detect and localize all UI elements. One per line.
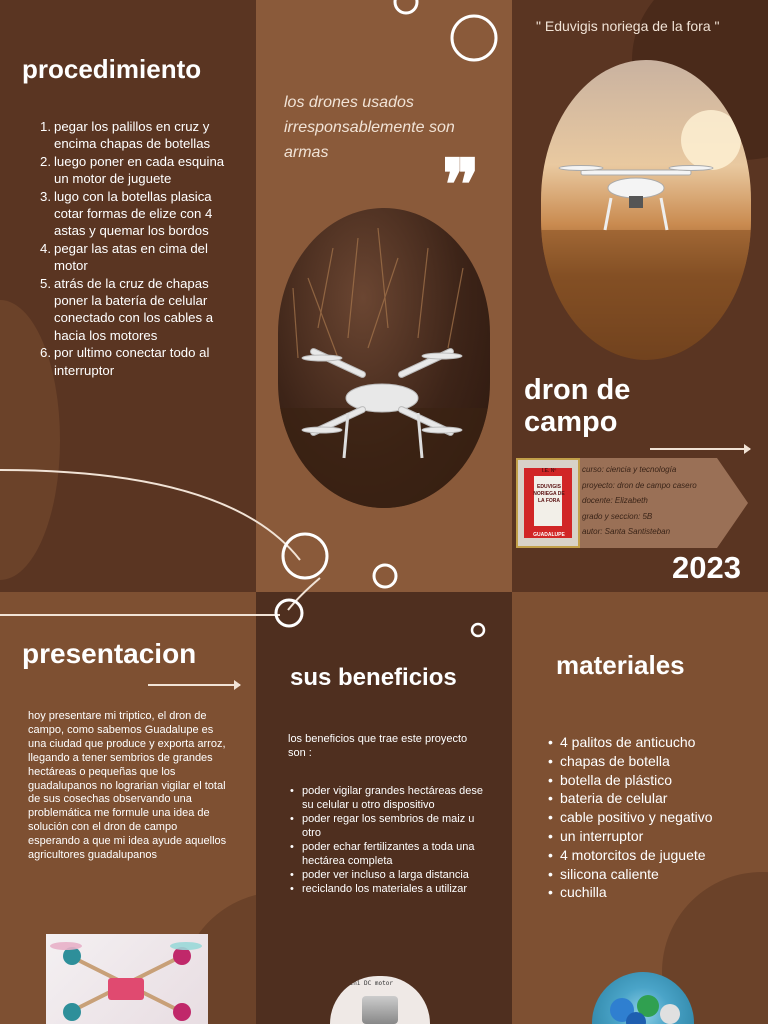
cover-title: dron de campo	[524, 374, 631, 438]
info-course: curso: ciencia y tecnología	[582, 465, 677, 474]
list-item: • chapas de botella	[548, 752, 670, 769]
list-item: • un interruptor	[548, 827, 644, 844]
list-item: 1. pegar los palillos en cruz y encima chapas de botellas	[40, 119, 211, 152]
list-item: • poder ver incluso a larga distancia	[290, 869, 469, 881]
info-lines	[582, 462, 697, 540]
list-item: • 4 motorcitos de juguete	[548, 846, 706, 863]
list-item: • botella de plástico	[548, 771, 673, 788]
beneficios-title: sus beneficios	[290, 664, 457, 691]
presentacion-title: presentacion	[22, 638, 197, 669]
list-item: • bateria de celular	[548, 790, 668, 807]
list-item: 4. pegar las atas en cima del motor	[40, 240, 208, 274]
info-grade: grado y seccion: 5B	[582, 511, 653, 521]
info-project: proyecto: dron de campo casero	[582, 480, 697, 490]
arrow-right-icon	[650, 448, 750, 450]
materiales-list	[548, 733, 748, 902]
list-item: • cuchilla	[548, 884, 607, 901]
arrow-right-icon	[148, 684, 240, 686]
homemade-drone-photo	[46, 934, 208, 1024]
list-item: 6. por ultimo conectar todo al interruptor	[40, 345, 210, 378]
author-name: " Eduvigis noriega de la fora "	[536, 18, 720, 34]
beneficios-list	[290, 784, 490, 896]
list-item: • poder vigilar grandes hectáreas dese su celular u otro dispositivo	[290, 785, 484, 811]
procedimiento-list	[40, 118, 236, 379]
list-item: 2. luego poner en cada esquina un motor de juguete	[40, 153, 225, 187]
list-item: 3. lugo con la botellas plasica cotar formas de elize con 4 astas y quemar los bordos	[40, 188, 213, 239]
info-author: autor: Santa Santisteban	[582, 527, 671, 536]
procedimiento-title: procedimiento	[22, 54, 202, 84]
list-item: 5. atrás de la cruz de chapas poner la batería de celular conectado con los cables a hacia los motores	[40, 275, 214, 343]
quote-text: los drones usados irresponsablemente son armas	[284, 94, 455, 161]
list-item: • poder echar fertilizantes a toda una hectárea completa	[290, 841, 475, 867]
beneficios-intro: los beneficios que trae este proyecto son :	[288, 733, 468, 759]
project-info-card	[516, 458, 748, 548]
presentacion-text: hoy presentare mi triptico, el dron de campo, como sabemos Guadalupe es una ciudad que produce y exporta arroz, llegando a tener sembrios de grandes hectáreas o pequeñas que los guadalupanos no lograrian vigilar el total de sus cosechas observando una problemática me formule una idea de solución con el dron de campo esperando a que mi idea ayude aquellos agricultores guadalupanos	[28, 710, 227, 862]
materiales-title: materiales	[556, 650, 685, 680]
list-item: • reciclando los materiales a utilizar	[290, 883, 468, 895]
drone-photo-grass	[278, 208, 490, 508]
quote-mark-icon: ❞	[442, 143, 480, 226]
list-item: • cable positivo y negativo	[548, 809, 713, 826]
list-item: • silicona caliente	[548, 865, 659, 882]
school-logo: I.E. Nº EDUVIGIS NORIEGA DE LA FORA GUADALUPE	[516, 458, 580, 548]
mini-dc-motor-photo: Mini DC motor	[330, 976, 430, 1024]
info-teacher: docente: Elizabeth	[582, 496, 648, 505]
drone-photo-sunset	[541, 60, 751, 360]
list-item: • 4 palitos de anticucho	[548, 734, 696, 750]
list-item: • poder regar los sembrios de maiz u otro	[290, 813, 475, 839]
year-label: 2023	[672, 550, 741, 585]
